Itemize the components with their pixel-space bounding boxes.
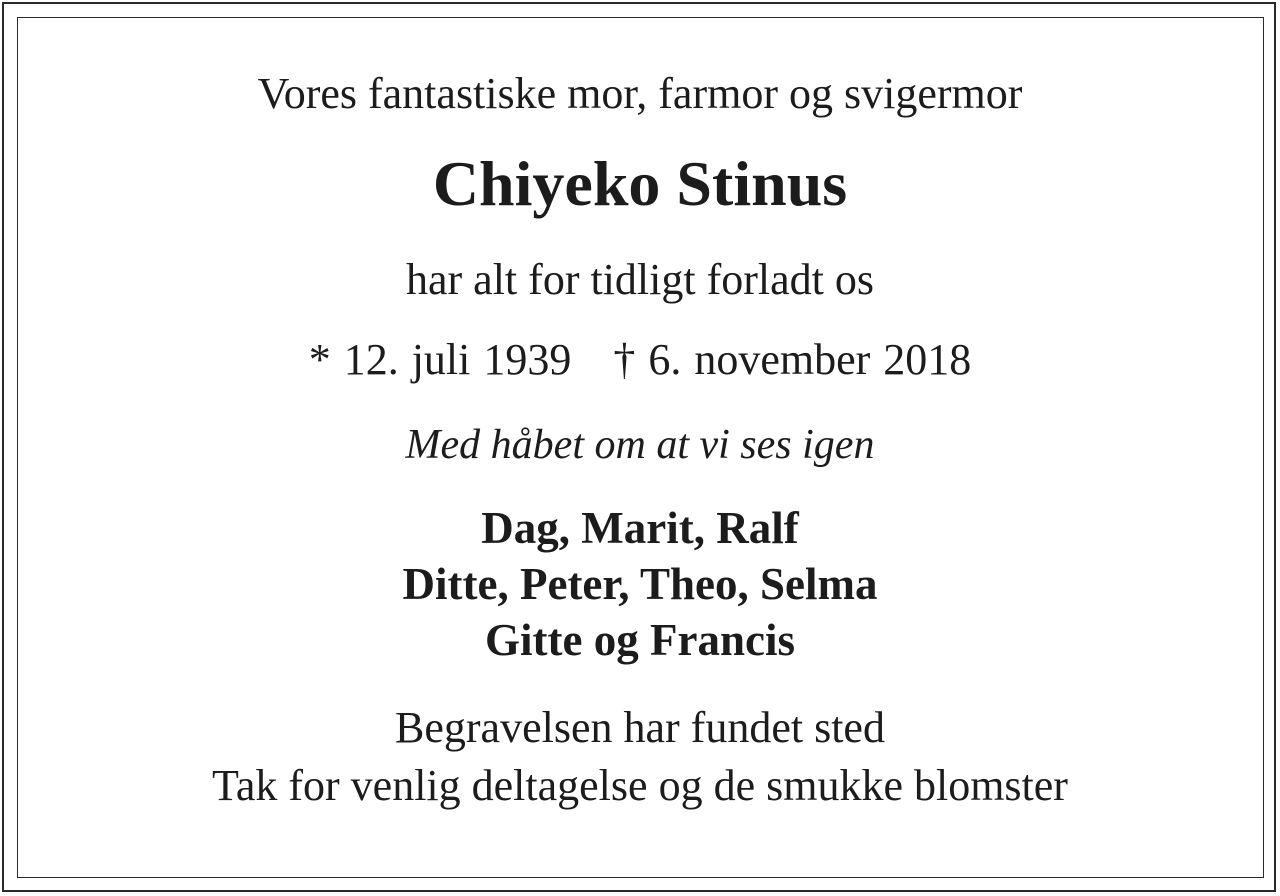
family-line: Gitte og Francis [485, 615, 795, 665]
deceased-name: Chiyeko Stinus [432, 148, 848, 219]
birth-date: * 12. juli 1939 [308, 335, 572, 384]
death-date: † 6. november 2018 [613, 335, 972, 384]
family-line: Dag, Marit, Ralf [481, 503, 799, 553]
funeral-text: Begravelsen har fundet sted [395, 703, 885, 752]
thanks-text: Tak for venlig deltagelse og de smukke blomster [212, 761, 1068, 810]
motto-text: Med håbet om at vi ses igen [405, 422, 875, 468]
subline-text: har alt for tidligt forladt os [406, 255, 874, 304]
family-line: Ditte, Peter, Theo, Selma [402, 559, 878, 609]
intro-text: Vores fantastiske mor, farmor og svigermor [257, 69, 1023, 118]
life-dates [0, 335, 1280, 384]
